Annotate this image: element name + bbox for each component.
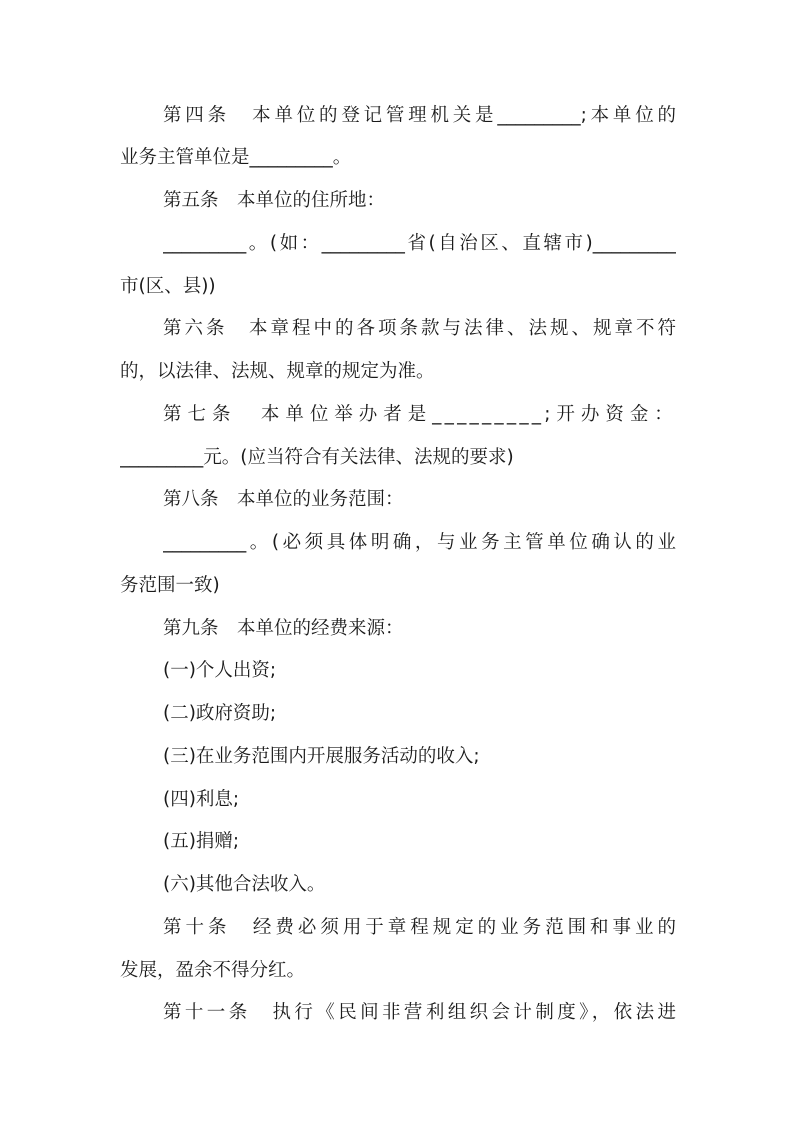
article-10-line-2: 发展，盈余不得分红。	[120, 960, 306, 981]
article-9-heading: 第九条 本单位的经费来源：	[163, 618, 404, 639]
article-8-heading: 第八条 本单位的业务范围：	[163, 489, 404, 510]
funding-item-1: (一)个人出资;	[163, 660, 277, 681]
article-8-line-2: 务范围一致)	[120, 575, 220, 596]
article-8-line-1: _________。(必须具体明确，与业务主管单位确认的业	[163, 532, 676, 553]
article-7-line-2: _________元。(应当符合有关法律、法规的要求)	[120, 447, 514, 468]
article-10-line-1: 第十条 经费必须用于章程规定的业务范围和事业的	[163, 917, 676, 938]
article-4-line-2: 业务主管单位是_________。	[120, 147, 352, 168]
article-11-line-1: 第十一条 执行《民间非营利组织会计制度》，依法进	[163, 1002, 676, 1023]
funding-item-6: (六)其他合法收入。	[163, 874, 326, 895]
article-7-line-1: 第七条 本单位举办者是_________;开办资金：	[163, 404, 676, 425]
funding-item-3: (三)在业务范围内开展服务活动的收入;	[163, 746, 480, 767]
funding-item-2: (二)政府资助;	[163, 703, 277, 724]
funding-item-5: (五)捐赠;	[163, 831, 240, 852]
article-5-line-1: _________。(如：_________省(自治区、直辖市)_________	[163, 233, 676, 254]
article-6-line-2: 的，以法律、法规、规章的规定为准。	[120, 361, 435, 382]
article-4-line-1: 第四条 本单位的登记管理机关是_________;本单位的	[163, 105, 676, 126]
article-6-line-1: 第六条 本章程中的各项条款与法律、法规、规章不符	[163, 318, 676, 339]
funding-item-4: (四)利息;	[163, 789, 240, 810]
article-5-line-2: 市(区、县))	[120, 276, 216, 297]
article-5-heading: 第五条 本单位的住所地：	[163, 190, 386, 211]
